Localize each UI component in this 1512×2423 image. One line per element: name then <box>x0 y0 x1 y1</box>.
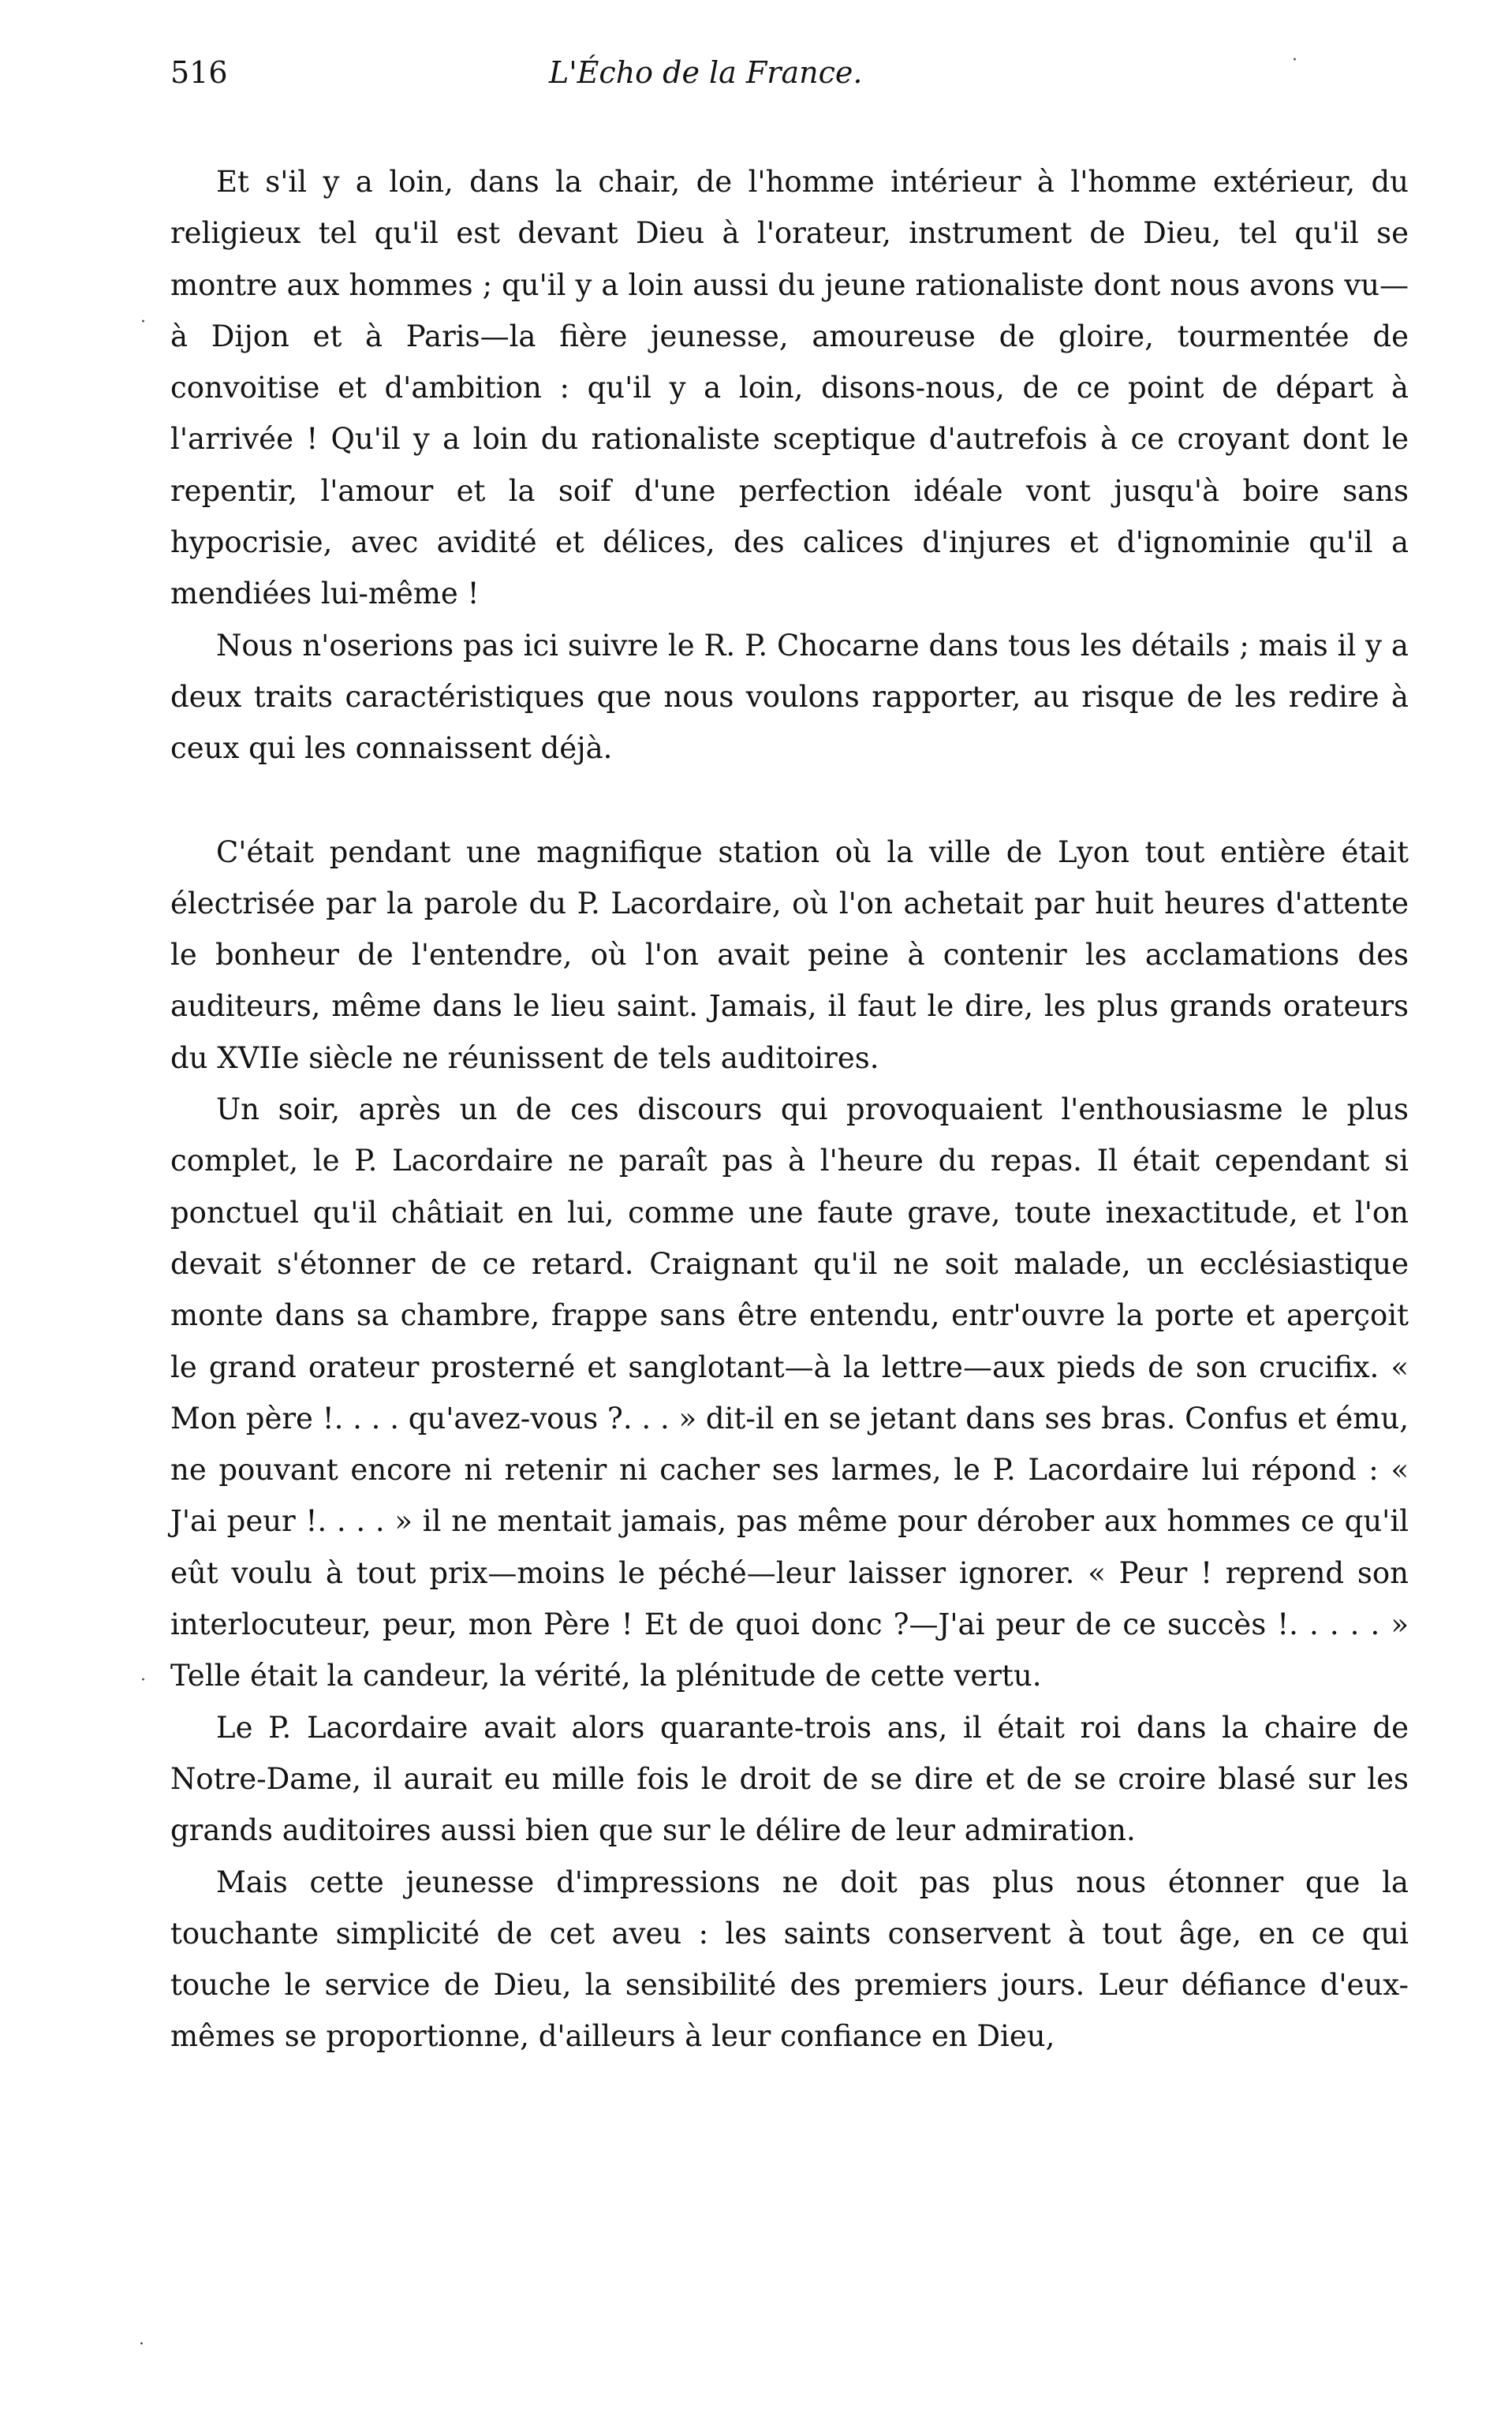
scan-speck: · <box>139 2335 144 2354</box>
paragraph: Nous n'oserions pas ici suivre le R. P. Chocarne dans tous les détails ; mais il y a deux traits caractéristiques que nous voulons rapporter, au risque de les redire à ceux qui les connaissent déjà. <box>170 628 1409 766</box>
section-break <box>170 775 1409 827</box>
paragraph: Mais cette jeunesse d'impressions ne doit pas plus nous étonner que la touchante simplicité de cet aveu : les saints conservent à tout âge, en ce qui touche le service de Dieu, la sensibilité des premiers jours. Leur défiance d'eux-mêmes se proportionne, d'ailleurs à leur confiance en Dieu, <box>170 1865 1409 2054</box>
scan-speck: · <box>140 1671 146 1690</box>
scan-speck: · <box>140 312 146 332</box>
journal-title: L'Écho de la France. <box>549 55 863 90</box>
document-page <box>170 55 1409 2063</box>
paragraph: Et s'il y a loin, dans la chair, de l'homme intérieur à l'homme extérieur, du religieux tel qu'il est devant Dieu à l'orateur, instrument de Dieu, tel qu'il se montre aux hommes ; qu'il y a loin aussi du jeune rationaliste dont nous avons vu—à Dijon et à Paris—la fière jeunesse, amoureuse de gloire, tourmentée de convoitise et d'ambition : qu'il y a loin, disons-nous, de ce point de départ à l'arrivée ! Qu'il y a loin du rationaliste sceptique d'autrefois à ce croyant dont le repentir, l'amour et la soif d'une perfection idéale vont jusqu'à boire sans hypocrisie, avec avidité et délices, des calices d'injures et d'ignominie qu'il a mendiées lui-même ! <box>170 165 1409 611</box>
paragraph: Le P. Lacordaire avait alors quarante-trois ans, il était roi dans la chaire de Notre-Dame, il aurait eu mille fois le droit de se dire et de se croire blasé sur les grands auditoires aussi bien que sur le délire de leur admiration. <box>170 1710 1409 1848</box>
running-head <box>170 55 1409 103</box>
paragraph: C'était pendant une magnifique station où la ville de Lyon tout entière était électrisée par la parole du P. Lacordaire, où l'on achetait par huit heures d'attente le bonheur de l'entendre, où l'on avait peine à contenir les acclamations des auditeurs, même dans le lieu saint. Jamais, il faut le dire, les plus grands orateurs du XVIIe siècle ne réunissent de tels auditoires. <box>170 834 1409 1075</box>
page-number: 516 <box>170 55 228 90</box>
body-text <box>170 156 1409 2063</box>
paragraph: Un soir, après un de ces discours qui provoquaient l'enthousiasme le plus complet, le P. Lacordaire ne paraît pas à l'heure du repas. Il était cependant si ponctuel qu'il châtiait en lui, comme une faute grave, toute inexactitude, et l'on devait s'étonner de ce retard. Craignant qu'il ne soit malade, un ecclésiastique monte dans sa chambre, frappe sans être entendu, entr'ouvre la porte et aperçoit le grand orateur prosterné et sanglotant—à la lettre—aux pieds de son crucifix. « Mon père !. . . . qu'avez-vous ?. . . » dit-il en se jetant dans ses bras. Confus et ému, ne pouvant encore ni retenir ni cacher ses larmes, le P. Lacordaire lui répond : « J'ai peur !. . . . » il ne mentait jamais, pas même pour dérober aux hommes ce qu'il eût voulu à tout prix—moins le péché—leur laisser ignorer. « Peur ! reprend son interlocuteur, peur, mon Père ! Et de quoi donc ?—J'ai peur de ce succès !. . . . . » Telle était la candeur, la vérité, la plénitude de cette vertu. <box>170 1092 1409 1693</box>
scan-speck: · <box>1292 50 1297 70</box>
